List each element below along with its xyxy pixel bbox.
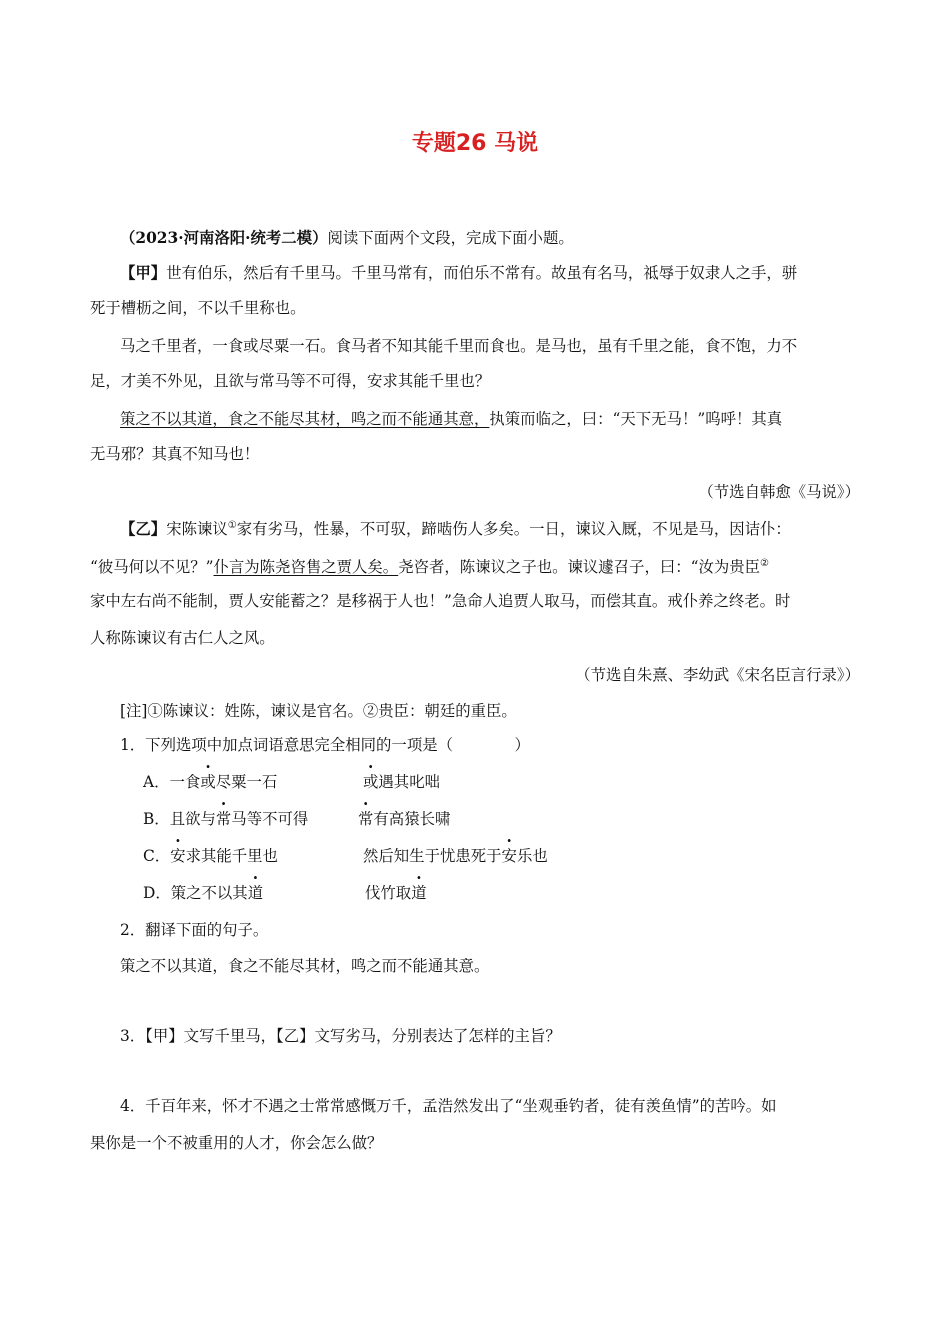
- option-d-letter: D．: [143, 884, 171, 902]
- option-a-left-post: 尽粟一石: [215, 773, 278, 791]
- option-b-letter: B．: [143, 810, 170, 828]
- jia-p2-line2: 足，才美不外见，且欲与常马等不可得，安求其能千里也？: [90, 372, 491, 390]
- dotted-word: 道: [411, 884, 427, 902]
- yi-line-3: 家中左右尚不能制，贾人安能蓄之？是移祸于人也！”急命人追贾人取马，而偿其直。戒仆养之终老。时: [90, 592, 791, 610]
- yi-line-2: [90, 553, 860, 578]
- source-line: [120, 227, 860, 249]
- option-d-right-pre: 伐竹取: [365, 884, 412, 902]
- yi-underlined-sentence: 仆言为陈尧咨售之贾人矣。: [213, 558, 399, 577]
- yi-line-1: [120, 515, 860, 540]
- option-c-letter: C．: [143, 847, 171, 865]
- jia-paragraph-3: [120, 408, 860, 430]
- option-c-right: [363, 845, 548, 867]
- option-c-left-post: 求其能千里也: [185, 847, 278, 865]
- option-d-left-pre: 策之不以其: [170, 884, 248, 902]
- question-4-line1: 4．千百年来，怀才不遇之士常常感慨万千，孟浩然发出了“坐观垂钓者，徒有羡鱼情”的苦吟。如: [120, 1097, 777, 1115]
- question-4-line2: 果你是一个不被重用的人才，你会怎么做？: [90, 1134, 383, 1152]
- note-marker-1: ①: [227, 520, 237, 531]
- dotted-word: 道: [247, 884, 264, 902]
- note-marker-2: ②: [760, 558, 770, 569]
- jia-label: 【甲】: [120, 264, 167, 282]
- option-d-left: [143, 882, 263, 904]
- yi-l1-b: 家有劣马，性暴，不可驭，蹄啮伤人多矣。一日，谏议入厩，不见是马，因诘仆：: [236, 520, 791, 539]
- yi-l2-a: “彼马何以不见？”: [90, 558, 214, 577]
- jia-citation: （节选自韩愈《马说》）: [698, 483, 860, 501]
- option-a-left: [143, 771, 277, 793]
- jia-p3-rest: 执策而临之，曰：“天下无马！”呜呼！其真: [489, 410, 783, 428]
- option-a-right-post: 遇其叱咄: [378, 773, 440, 791]
- source-instruction: 阅读下面两个文段，完成下面小题。: [327, 229, 574, 247]
- yi-citation: （节选自朱熹、李幼武《宋名臣言行录》）: [575, 666, 860, 684]
- dotted-word: 常: [215, 810, 232, 828]
- jia-p1-line2: 死于槽枥之间，不以千里称也。: [90, 299, 306, 317]
- option-b-left-post: 马等不可得: [231, 810, 309, 828]
- jia-p3-line2: 无马邪？其真不知马也！: [90, 445, 260, 463]
- yi-line-4: 人称陈谏议有古仁人之风。: [90, 629, 275, 647]
- question-2-sentence: 策之不以其道，食之不能尽其材，鸣之而不能通其意。: [120, 957, 490, 975]
- question-2-stem: 2．翻译下面的句子。: [120, 921, 269, 939]
- option-c-right-pre: 然后知生于忧患死于: [363, 847, 502, 865]
- dotted-word: 安: [170, 847, 186, 865]
- option-a-letter: A．: [143, 773, 170, 791]
- question-3-stem: 3．【甲】文写千里马，【乙】文写劣马，分别表达了怎样的主旨？: [120, 1027, 561, 1045]
- option-a-right: [363, 771, 440, 793]
- option-b-right: [358, 808, 450, 830]
- jia-paragraph-1: [120, 262, 860, 284]
- question-1-stem: 1．下列选项中加点词语意思完全相同的一项是（ ）: [120, 736, 530, 754]
- jia-underlined-sentence: 策之不以其道，食之不能尽其材，鸣之而不能通其意，: [120, 410, 490, 428]
- jia-p2-line1: 马之千里者，一食或尽粟一石。食马者不知其能千里而食也。是马也，虽有千里之能，食不饱，力不: [120, 337, 798, 355]
- dotted-word: 安: [501, 847, 517, 865]
- dotted-word: 或: [363, 773, 379, 791]
- page-title: 专题26 马说: [411, 131, 539, 156]
- yi-l1-a: 宋陈谏议: [166, 520, 228, 539]
- source-tag: （2023·河南洛阳·统考二模）: [120, 229, 328, 247]
- notes: [注]①陈谏议：姓陈，谏议是官名。②贵臣：朝廷的重臣。: [120, 702, 517, 720]
- jia-p1-line1: 世有伯乐，然后有千里马。千里马常有，而伯乐不常有。故虽有名马，祗辱于奴隶人之手，骈: [166, 264, 798, 282]
- dotted-word: 常: [358, 810, 374, 828]
- option-d-right: [365, 882, 427, 904]
- option-b-left: [143, 808, 308, 830]
- dotted-word: 或: [200, 773, 216, 791]
- yi-label: 【乙】: [120, 520, 167, 539]
- option-b-right-post: 有高猿长啸: [373, 810, 451, 828]
- option-c-right-post: 乐也: [516, 847, 548, 865]
- option-b-left-pre: 且欲与: [169, 810, 216, 828]
- option-a-left-pre: 一食: [169, 773, 201, 791]
- option-c-left: [143, 845, 278, 867]
- yi-l2-b: 尧咨者，陈谏议之子也。谏议遽召子，曰：“汝为贵臣: [398, 558, 761, 577]
